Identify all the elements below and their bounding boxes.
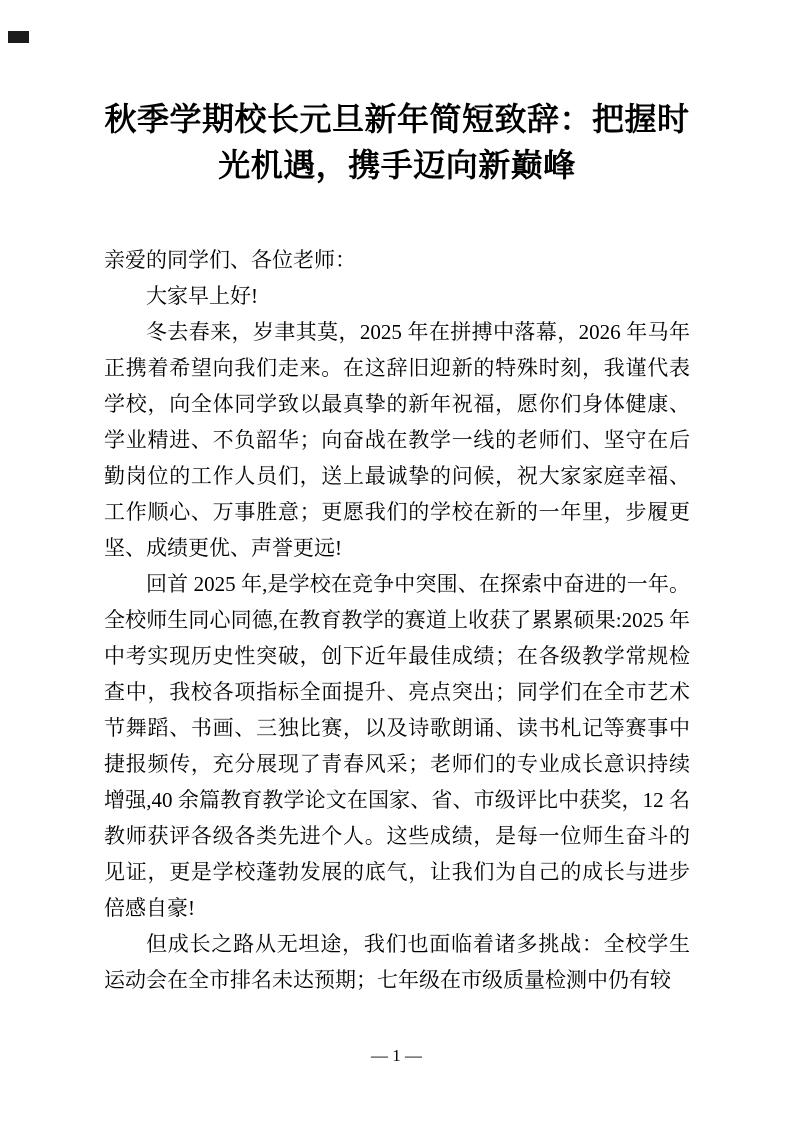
- greeting-paragraph: 大家早上好!: [146, 284, 258, 308]
- year-review-paragraph: 回首 2025 年,是学校在竞争中突围、在探索中奋进的一年。全校师生同心同德,在教育教学的赛道上收获了累累硕果:2025 年中考实现历史性突破，创下近年最佳成绩；在各级教学常规检查中，我校各项指标全面提升、亮点突出；同学们在全市艺术节舞蹈、书画、三独比赛，以及诗歌朗诵、读书札记等赛事中捷报频传，充分展现了青春风采；老师们的专业成长意识持续增强,40 余篇教育教学论文在国家、省、市级评比中获奖，12 名教师获评各级各类先进个人。这些成绩，是每一位师生奋斗的见证，更是学校蓬勃发展的底气，让我们为自己的成长与进步倍感自豪!: [104, 572, 690, 920]
- document-title: 秋季学期校长元旦新年简短致辞：把握时光机遇，携手迈向新巅峰: [104, 101, 690, 183]
- page-number: — 1 —: [371, 1046, 422, 1065]
- challenges-paragraph: 但成长之路从无坦途，我们也面临着诸多挑战：全校学生运动会在全市排名未达预期；七年级在市级质量检测中仍有较: [104, 932, 690, 992]
- corner-mark: [8, 31, 29, 43]
- document-body: [104, 242, 690, 998]
- new-year-wishes-paragraph: 冬去春来，岁聿其莫，2025 年在拼搏中落幕，2026 年马年正携着希望向我们走来。在这辞旧迎新的特殊时刻，我谨代表学校，向全体同学致以最真挚的新年祝福，愿你们身体健康、学业精进、不负韶华；向奋战在教学一线的老师们、坚守在后勤岗位的工作人员们，送上最诚挚的问候，祝大家家庭幸福、工作顺心、万事胜意；更愿我们的学校在新的一年里，步履更坚、成绩更优、声誉更远!: [104, 320, 690, 560]
- salutation-paragraph: 亲爱的同学们、各位老师：: [104, 248, 356, 272]
